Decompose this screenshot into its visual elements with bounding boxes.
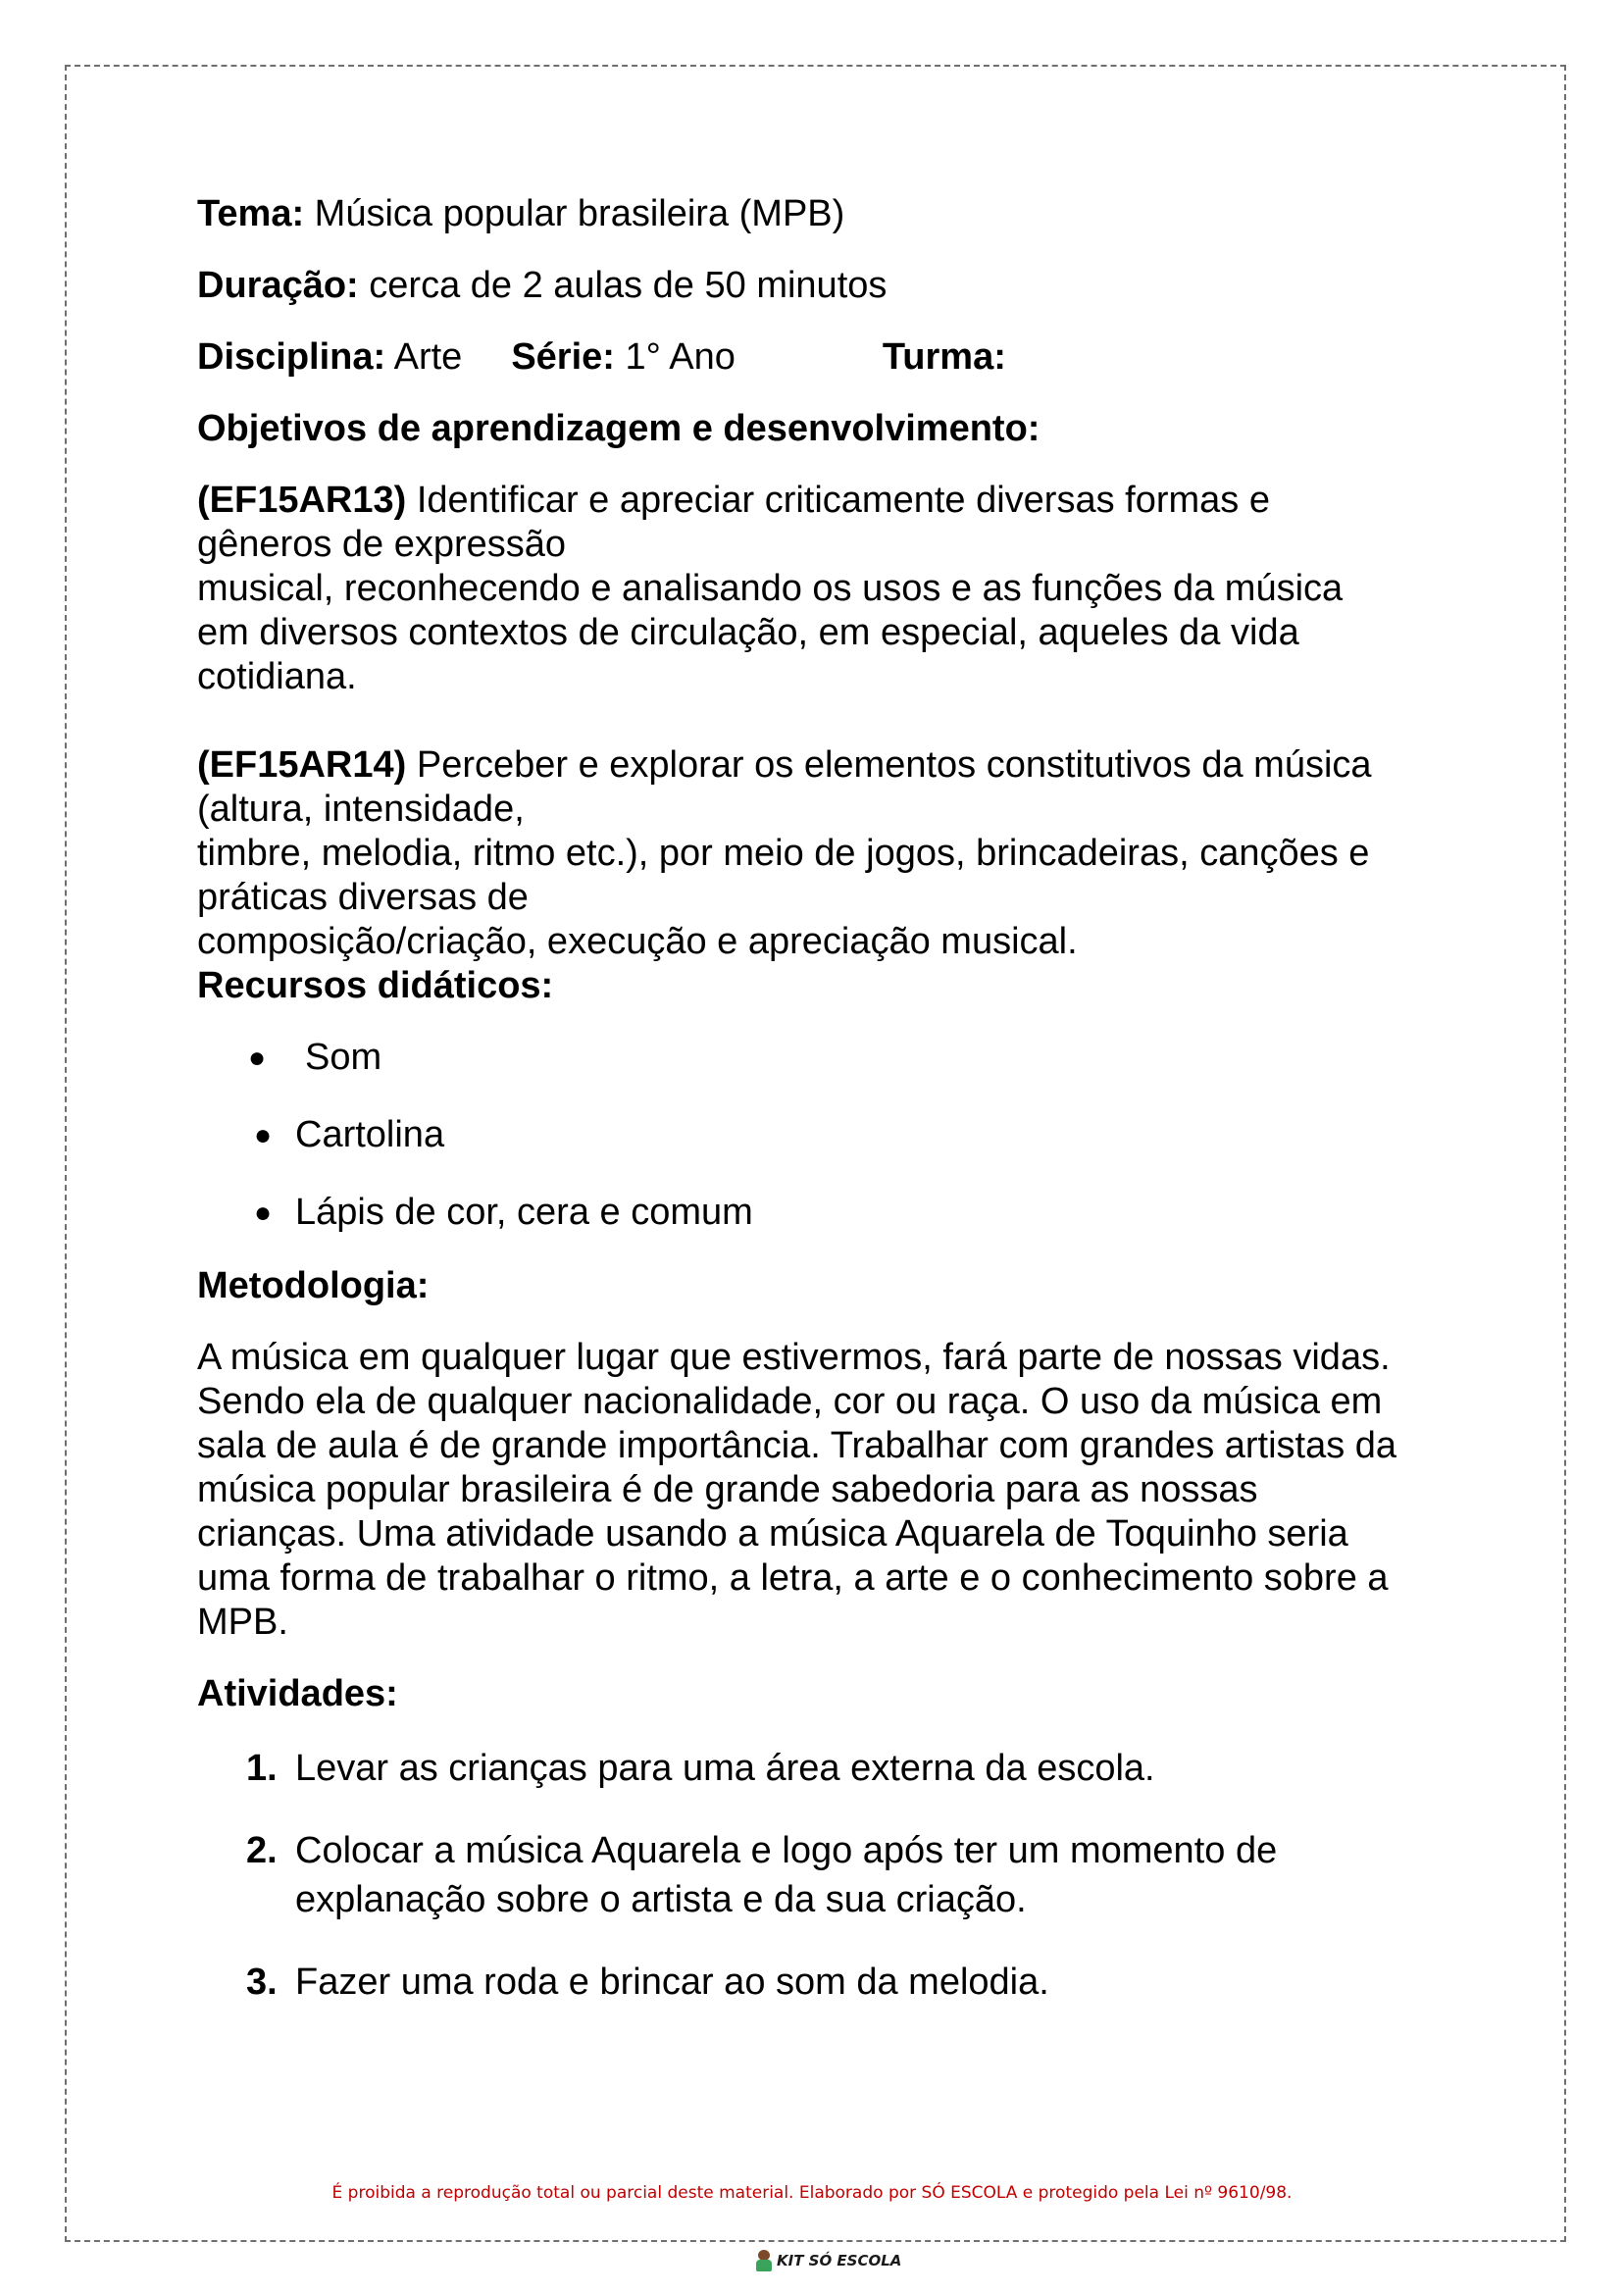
step-number: 3. — [246, 1962, 278, 2003]
metodologia-line: música popular brasileira é de grande sabedoria para as nossas — [197, 1469, 1258, 1510]
tema-row — [197, 192, 1443, 236]
metodologia-title: Metodologia: — [197, 1265, 430, 1306]
metodologia-line: MPB. — [197, 1602, 288, 1643]
objetivo-line: em diversos contextos de circulação, em especial, aqueles da vida — [197, 612, 1299, 653]
lesson-plan — [197, 192, 1443, 2040]
objetivo-ef15ar13 — [197, 479, 1443, 699]
metodologia-line: A música em qualquer lugar que estivermos, fará parte de nossas vidas. — [197, 1337, 1391, 1378]
copyright-notice: É proibida a reprodução total ou parcial deste material. Elaborado por SÓ ESCOLA e protegido pela Lei nº 9610/98. — [331, 2183, 1293, 2203]
objetivo-line: gêneros de expressão — [197, 524, 567, 565]
disciplina-row — [197, 335, 1443, 380]
objetivo-line: práticas diversas de — [197, 877, 529, 918]
objetivo-line: musical, reconhecendo e analisando os usos e as funções da música — [197, 568, 1344, 609]
serie-value: 1° Ano — [614, 336, 736, 378]
metodologia-line: crianças. Uma atividade usando a música Aquarela de Toquinho seria — [197, 1513, 1348, 1555]
list-item: ● Cartolina — [254, 1114, 445, 1155]
tema-value: Música popular brasileira (MPB) — [304, 193, 845, 234]
serie-label: Série: — [511, 336, 615, 378]
list-item: 3. Fazer uma roda e brincar ao som da melodia. — [197, 1958, 1443, 2007]
disciplina-value: Arte — [385, 336, 463, 378]
bullet-icon: ● — [248, 1042, 267, 1074]
bullet-icon: ● — [254, 1197, 273, 1229]
logo-text: KIT SÓ ESCOLA — [777, 2252, 902, 2269]
tema-label: Tema: — [197, 193, 305, 234]
metodologia-text — [197, 1336, 1443, 1645]
recursos-list — [197, 1036, 1443, 1235]
metodologia-line: Sendo ela de qualquer nacionalidade, cor ou raça. O uso da música em — [197, 1381, 1383, 1422]
objetivo-line: Identificar e apreciar criticamente diversas formas e — [406, 480, 1270, 521]
kit-so-escola-logo — [755, 2248, 901, 2273]
objetivo-line: composição/criação, execução e apreciação musical. — [197, 921, 1078, 962]
child-icon — [755, 2250, 773, 2271]
objetivo-code: (EF15AR13) — [197, 480, 407, 521]
objetivo-line: (altura, intensidade, — [197, 789, 525, 830]
list-item: 2. Colocar a música Aquarela e logo após ter um momento de explanação sobre o artista e da sua criação. — [197, 1826, 1443, 1924]
step-number: 1. — [246, 1748, 278, 1789]
duracao-row — [197, 264, 1443, 308]
atividades-list — [197, 1744, 1443, 2007]
step-number: 2. — [246, 1830, 278, 1871]
list-item: 1. Levar as crianças para uma área externa da escola. — [197, 1744, 1443, 1793]
metodologia-line: sala de aula é de grande importância. Trabalhar com grandes artistas da — [197, 1425, 1397, 1466]
objetivos-title: Objetivos de aprendizagem e desenvolvimento: — [197, 408, 1040, 449]
atividades-title: Atividades: — [197, 1673, 398, 1714]
objetivo-line: timbre, melodia, ritmo etc.), por meio de jogos, brincadeiras, canções e — [197, 833, 1370, 874]
duracao-label: Duração: — [197, 265, 359, 306]
list-item: ● Lápis de cor, cera e comum — [254, 1192, 753, 1233]
turma-label: Turma: — [882, 336, 1006, 378]
list-item: ● Som — [248, 1037, 382, 1078]
objetivo-line: cotidiana. — [197, 656, 357, 697]
metodologia-line: uma forma de trabalhar o ritmo, a letra, a arte e o conhecimento sobre a — [197, 1557, 1389, 1599]
recursos-title: Recursos didáticos: — [197, 965, 554, 1006]
disciplina-label: Disciplina: — [197, 336, 386, 378]
objetivo-ef15ar14 — [197, 743, 1443, 964]
objetivo-code: (EF15AR14) — [197, 744, 407, 786]
objetivo-line: Perceber e explorar os elementos constitutivos da música — [406, 744, 1372, 786]
duracao-value: cerca de 2 aulas de 50 minutos — [358, 265, 888, 306]
bullet-icon: ● — [254, 1119, 273, 1151]
